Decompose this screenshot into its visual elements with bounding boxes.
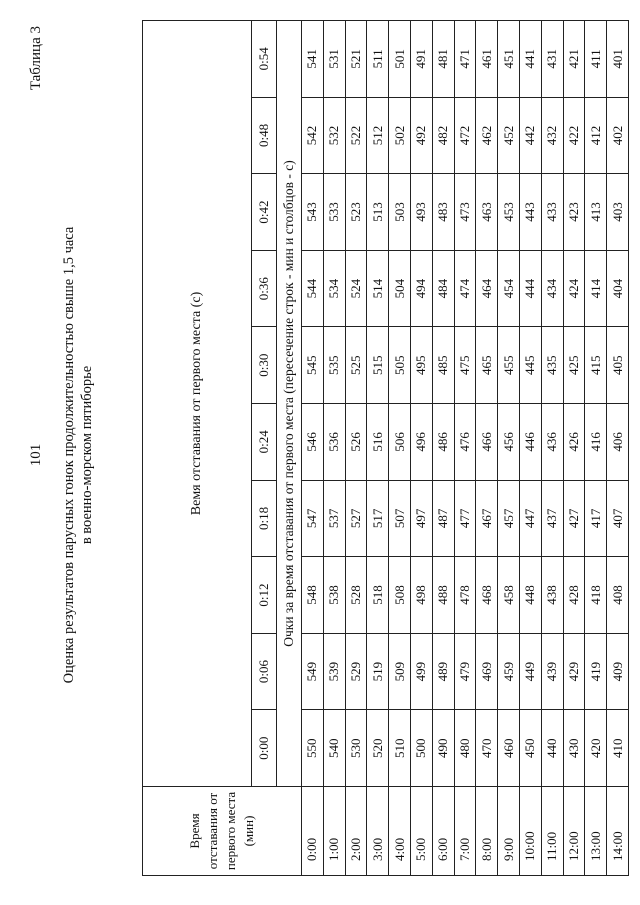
points-cell: 541 (302, 21, 324, 98)
points-cell: 475 (454, 327, 476, 404)
points-cell: 445 (519, 327, 541, 404)
table-row (389, 21, 411, 876)
minutes-cell: 5:00 (410, 787, 432, 876)
points-cell: 473 (454, 174, 476, 251)
minutes-cell: 6:00 (432, 787, 454, 876)
points-cell: 516 (367, 404, 389, 481)
points-cell: 416 (585, 404, 607, 481)
points-cell: 459 (498, 633, 520, 710)
points-cell: 474 (454, 250, 476, 327)
points-cell: 485 (432, 327, 454, 404)
points-cell: 414 (585, 250, 607, 327)
points-cell: 426 (563, 404, 585, 481)
points-cell: 425 (563, 327, 585, 404)
points-cell: 433 (541, 174, 563, 251)
minutes-cell: 4:00 (389, 787, 411, 876)
points-cell: 519 (367, 633, 389, 710)
points-cell: 423 (563, 174, 585, 251)
seconds-header-row (252, 21, 277, 876)
points-cell: 540 (323, 710, 345, 787)
points-cell: 517 (367, 480, 389, 557)
points-cell: 429 (563, 633, 585, 710)
table-title (60, 20, 96, 890)
points-cell: 415 (585, 327, 607, 404)
table-row (585, 21, 607, 876)
seconds-header-cell: 0:54 (252, 21, 277, 98)
points-cell: 513 (367, 174, 389, 251)
points-cell: 469 (476, 633, 498, 710)
row-header-line: отставания от (205, 792, 220, 870)
minutes-cell: 11:00 (541, 787, 563, 876)
points-cell: 456 (498, 404, 520, 481)
points-cell: 483 (432, 174, 454, 251)
points-cell: 462 (476, 97, 498, 174)
points-cell: 518 (367, 557, 389, 634)
points-cell: 486 (432, 404, 454, 481)
minutes-cell: 2:00 (345, 787, 367, 876)
points-cell: 507 (389, 480, 411, 557)
points-cell: 449 (519, 633, 541, 710)
table-body (302, 21, 629, 876)
table-title-line-2: в военно-морском пятиборье (79, 365, 95, 545)
points-cell: 454 (498, 250, 520, 327)
score-table (142, 20, 629, 876)
points-cell: 457 (498, 480, 520, 557)
seconds-header-cell: 0:06 (252, 633, 277, 710)
seconds-header-cell: 0:00 (252, 710, 277, 787)
seconds-header-cell: 0:24 (252, 404, 277, 481)
points-cell: 447 (519, 480, 541, 557)
row-header-line: Время (187, 813, 202, 849)
points-cell: 528 (345, 557, 367, 634)
points-cell: 534 (323, 250, 345, 327)
table-row (367, 21, 389, 876)
points-cell: 490 (432, 710, 454, 787)
points-cell: 524 (345, 250, 367, 327)
points-cell: 521 (345, 21, 367, 98)
table-label: Таблица 3 (28, 26, 44, 91)
points-cell: 417 (585, 480, 607, 557)
points-cell: 510 (389, 710, 411, 787)
points-cell: 452 (498, 97, 520, 174)
points-cell: 533 (323, 174, 345, 251)
points-cell: 461 (476, 21, 498, 98)
points-cell: 542 (302, 97, 324, 174)
points-cell: 430 (563, 710, 585, 787)
points-cell: 409 (607, 633, 629, 710)
points-cell: 444 (519, 250, 541, 327)
points-cell: 467 (476, 480, 498, 557)
points-cell: 550 (302, 710, 324, 787)
points-cell: 472 (454, 97, 476, 174)
points-cell: 531 (323, 21, 345, 98)
points-cell: 431 (541, 21, 563, 98)
points-cell: 418 (585, 557, 607, 634)
points-subheader: Очки за время отставания от первого места (пересечение строк - мин и столбцов - с) (277, 21, 302, 787)
points-cell: 404 (607, 250, 629, 327)
points-cell: 498 (410, 557, 432, 634)
points-cell: 434 (541, 250, 563, 327)
points-cell: 460 (498, 710, 520, 787)
points-cell: 547 (302, 480, 324, 557)
minutes-cell: 3:00 (367, 787, 389, 876)
points-cell: 484 (432, 250, 454, 327)
points-cell: 405 (607, 327, 629, 404)
points-cell: 432 (541, 97, 563, 174)
points-cell: 536 (323, 404, 345, 481)
table-row (432, 21, 454, 876)
points-cell: 402 (607, 97, 629, 174)
points-cell: 508 (389, 557, 411, 634)
table-row (541, 21, 563, 876)
points-cell: 458 (498, 557, 520, 634)
points-cell: 478 (454, 557, 476, 634)
points-cell: 440 (541, 710, 563, 787)
points-cell: 407 (607, 480, 629, 557)
points-cell: 502 (389, 97, 411, 174)
points-cell: 455 (498, 327, 520, 404)
table-title-line-1: Оценка результатов парусных гонок продолжительностью свыше 1,5 часа (61, 226, 77, 684)
points-cell: 526 (345, 404, 367, 481)
points-cell: 421 (563, 21, 585, 98)
points-cell: 411 (585, 21, 607, 98)
points-cell: 532 (323, 97, 345, 174)
points-cell: 446 (519, 404, 541, 481)
table-row (476, 21, 498, 876)
points-cell: 509 (389, 633, 411, 710)
points-cell: 548 (302, 557, 324, 634)
seconds-header-cell: 0:18 (252, 480, 277, 557)
points-cell: 428 (563, 557, 585, 634)
points-cell: 537 (323, 480, 345, 557)
points-cell: 453 (498, 174, 520, 251)
points-cell: 412 (585, 97, 607, 174)
points-cell: 501 (389, 21, 411, 98)
table-row (563, 21, 585, 876)
points-cell: 471 (454, 21, 476, 98)
points-cell: 489 (432, 633, 454, 710)
points-cell: 505 (389, 327, 411, 404)
points-cell: 410 (607, 710, 629, 787)
points-cell: 419 (585, 633, 607, 710)
row-header-line: первого места (223, 791, 238, 871)
subheader-row (277, 21, 302, 876)
seconds-header-cell: 0:36 (252, 250, 277, 327)
column-group-header: Вемя отставания от первого места (с) (143, 21, 252, 787)
table-row (302, 21, 324, 876)
seconds-header-cell: 0:42 (252, 174, 277, 251)
points-cell: 545 (302, 327, 324, 404)
points-cell: 527 (345, 480, 367, 557)
points-cell: 441 (519, 21, 541, 98)
seconds-header-cell: 0:30 (252, 327, 277, 404)
points-cell: 497 (410, 480, 432, 557)
points-cell: 436 (541, 404, 563, 481)
minutes-cell: 9:00 (498, 787, 520, 876)
points-cell: 413 (585, 174, 607, 251)
points-cell: 435 (541, 327, 563, 404)
table-row (519, 21, 541, 876)
table-row (410, 21, 432, 876)
points-cell: 477 (454, 480, 476, 557)
seconds-header-cell: 0:48 (252, 97, 277, 174)
table-row (607, 21, 629, 876)
rotated-content (28, 20, 628, 890)
points-cell: 539 (323, 633, 345, 710)
points-cell: 438 (541, 557, 563, 634)
points-cell: 463 (476, 174, 498, 251)
minutes-cell: 12:00 (563, 787, 585, 876)
minutes-cell: 7:00 (454, 787, 476, 876)
points-cell: 451 (498, 21, 520, 98)
points-cell: 482 (432, 97, 454, 174)
points-cell: 408 (607, 557, 629, 634)
table-row (345, 21, 367, 876)
points-cell: 546 (302, 404, 324, 481)
points-cell: 496 (410, 404, 432, 481)
points-cell: 448 (519, 557, 541, 634)
points-cell: 500 (410, 710, 432, 787)
points-cell: 543 (302, 174, 324, 251)
header-row-group (143, 21, 252, 876)
points-cell: 522 (345, 97, 367, 174)
table-row (498, 21, 520, 876)
points-cell: 406 (607, 404, 629, 481)
points-cell: 511 (367, 21, 389, 98)
points-cell: 520 (367, 710, 389, 787)
row-header-cell (143, 787, 302, 876)
points-cell: 523 (345, 174, 367, 251)
points-cell: 422 (563, 97, 585, 174)
points-cell: 442 (519, 97, 541, 174)
points-cell: 401 (607, 21, 629, 98)
points-cell: 424 (563, 250, 585, 327)
points-cell: 494 (410, 250, 432, 327)
minutes-cell: 10:00 (519, 787, 541, 876)
points-cell: 470 (476, 710, 498, 787)
points-cell: 529 (345, 633, 367, 710)
points-cell: 549 (302, 633, 324, 710)
minutes-cell: 13:00 (585, 787, 607, 876)
points-cell: 506 (389, 404, 411, 481)
points-cell: 544 (302, 250, 324, 327)
points-cell: 488 (432, 557, 454, 634)
table-row (323, 21, 345, 876)
points-cell: 538 (323, 557, 345, 634)
page-number: 101 (28, 443, 44, 467)
points-cell: 476 (454, 404, 476, 481)
points-cell: 465 (476, 327, 498, 404)
points-cell: 481 (432, 21, 454, 98)
points-cell: 427 (563, 480, 585, 557)
points-cell: 514 (367, 250, 389, 327)
minutes-cell: 14:00 (607, 787, 629, 876)
table-row (454, 21, 476, 876)
points-cell: 403 (607, 174, 629, 251)
points-cell: 420 (585, 710, 607, 787)
minutes-cell: 0:00 (302, 787, 324, 876)
points-cell: 525 (345, 327, 367, 404)
points-cell: 439 (541, 633, 563, 710)
points-cell: 515 (367, 327, 389, 404)
points-cell: 504 (389, 250, 411, 327)
points-cell: 499 (410, 633, 432, 710)
points-cell: 493 (410, 174, 432, 251)
points-cell: 491 (410, 21, 432, 98)
points-cell: 443 (519, 174, 541, 251)
points-cell: 468 (476, 557, 498, 634)
minutes-cell: 1:00 (323, 787, 345, 876)
points-cell: 530 (345, 710, 367, 787)
row-header-line: (мин) (241, 815, 256, 847)
points-cell: 479 (454, 633, 476, 710)
points-cell: 503 (389, 174, 411, 251)
points-cell: 487 (432, 480, 454, 557)
points-cell: 495 (410, 327, 432, 404)
points-cell: 437 (541, 480, 563, 557)
points-cell: 535 (323, 327, 345, 404)
points-cell: 466 (476, 404, 498, 481)
points-cell: 464 (476, 250, 498, 327)
points-cell: 512 (367, 97, 389, 174)
points-cell: 492 (410, 97, 432, 174)
points-cell: 480 (454, 710, 476, 787)
points-cell: 450 (519, 710, 541, 787)
seconds-header-cell: 0:12 (252, 557, 277, 634)
minutes-cell: 8:00 (476, 787, 498, 876)
